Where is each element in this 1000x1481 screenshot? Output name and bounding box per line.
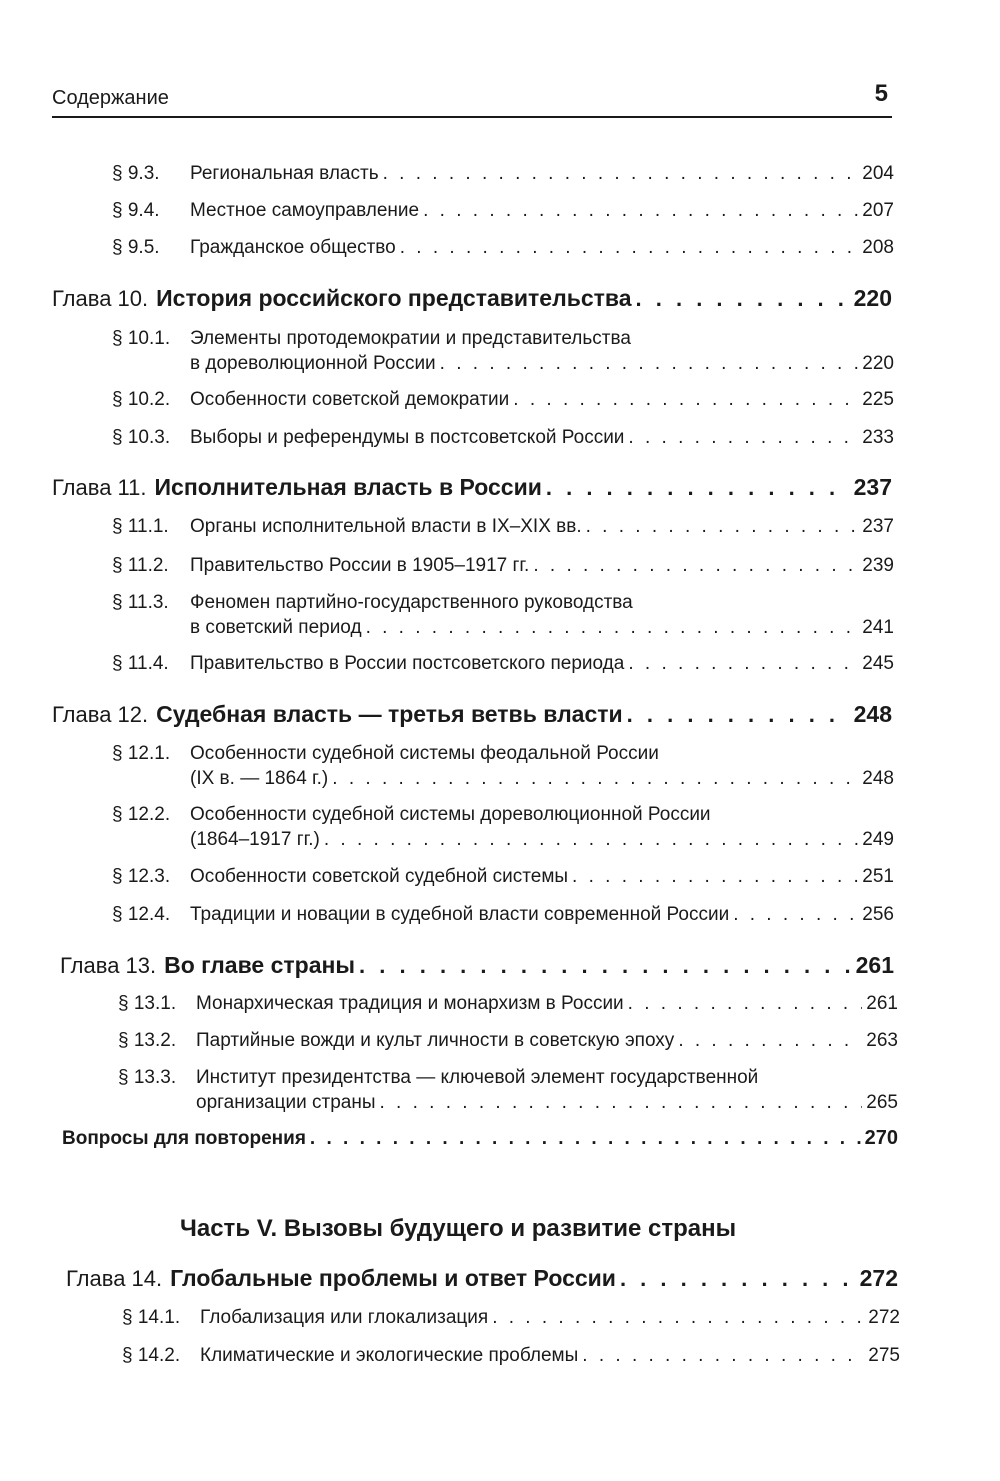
page-ref: 237 bbox=[862, 516, 894, 537]
toc-entry-11-3[interactable] bbox=[112, 593, 894, 637]
page-ref: 233 bbox=[862, 427, 894, 448]
section-title: Особенности советской демократии bbox=[190, 389, 510, 410]
dot-leader bbox=[620, 1268, 856, 1290]
section-title: Феномен партийно-государственного руководства bbox=[190, 592, 633, 613]
toc-entry-11-1[interactable] bbox=[112, 517, 894, 536]
dot-leader bbox=[572, 867, 858, 886]
section-title: Глобализация или глокализация bbox=[200, 1307, 489, 1328]
page-ref: 208 bbox=[862, 237, 894, 258]
toc-entry-12-2[interactable] bbox=[112, 805, 894, 849]
section-number: § 9.5. bbox=[112, 237, 160, 258]
dot-leader bbox=[492, 1308, 864, 1327]
chapter-title: Исполнительная власть в России bbox=[154, 474, 542, 500]
toc-entry-9-3[interactable] bbox=[112, 164, 894, 183]
page-ref: 220 bbox=[862, 353, 894, 374]
toc-entry-14-2[interactable] bbox=[122, 1346, 900, 1365]
page-ref: 272 bbox=[859, 1265, 898, 1291]
page-ref: 249 bbox=[862, 829, 894, 850]
dot-leader bbox=[733, 905, 858, 924]
part-heading[interactable]: Часть V. Вызовы будущего и развитие страны bbox=[180, 1215, 737, 1242]
toc-entry-10-3[interactable] bbox=[112, 428, 894, 447]
toc-chapter-10[interactable] bbox=[52, 287, 892, 310]
chapter-number: Глава 10. bbox=[52, 286, 149, 311]
section-title: Климатические и экологические проблемы bbox=[200, 1345, 579, 1366]
section-title-continuation: (1864–1917 гг.) bbox=[190, 829, 320, 850]
section-number: § 10.3. bbox=[112, 427, 171, 448]
page-ref: 248 bbox=[862, 768, 894, 789]
section-title: Гражданское общество bbox=[190, 237, 396, 258]
section-title: Органы исполнительной власти в IX–XIX вв. bbox=[190, 516, 582, 537]
toc-entry-10-2[interactable] bbox=[112, 390, 894, 409]
page-ref: 204 bbox=[862, 163, 894, 184]
page-ref: 270 bbox=[864, 1127, 898, 1149]
page-ref: 207 bbox=[862, 200, 894, 221]
chapter-title: Судебная власть — третья ветвь власти bbox=[156, 701, 623, 727]
page-ref: 261 bbox=[866, 993, 898, 1014]
dot-leader bbox=[383, 164, 859, 183]
toc-entry-13-2[interactable] bbox=[118, 1031, 898, 1050]
toc-entry-11-2[interactable] bbox=[112, 556, 894, 575]
section-number: § 10.2. bbox=[112, 389, 171, 410]
section-number: § 13.1. bbox=[118, 993, 177, 1014]
chapter-number: Глава 14. bbox=[66, 1266, 163, 1291]
page-ref: 261 bbox=[855, 952, 894, 978]
section-title: Правительство в России постсоветского периода bbox=[190, 653, 625, 674]
dot-leader bbox=[324, 830, 858, 849]
section-title: Особенности судебной системы дореволюционной России bbox=[190, 804, 711, 825]
running-head bbox=[52, 80, 892, 118]
toc-entry-12-3[interactable] bbox=[112, 867, 894, 886]
toc-chapter-12[interactable] bbox=[52, 703, 892, 726]
dot-leader bbox=[627, 704, 850, 726]
dot-leader bbox=[546, 477, 850, 499]
section-number: § 12.2. bbox=[112, 804, 171, 825]
toc-entry-9-5[interactable] bbox=[112, 238, 894, 257]
page-ref: 245 bbox=[862, 653, 894, 674]
section-title: Монархическая традиция и монархизм в России bbox=[196, 993, 624, 1014]
section-number: § 10.1. bbox=[112, 328, 171, 349]
page-ref: 225 bbox=[862, 389, 894, 410]
dot-leader bbox=[582, 1346, 864, 1365]
page-number: 5 bbox=[874, 80, 888, 107]
section-title: Традиции и новации в судебной власти современной России bbox=[190, 904, 730, 925]
section-number: § 14.2. bbox=[122, 1345, 181, 1366]
chapter-title: Глобальные проблемы и ответ России bbox=[170, 1265, 616, 1291]
section-title: Элементы протодемократии и представительства bbox=[190, 328, 631, 349]
section-number: § 11.2. bbox=[112, 555, 169, 576]
section-number: § 9.3. bbox=[112, 163, 160, 184]
dot-leader bbox=[533, 556, 858, 575]
dot-leader bbox=[678, 1031, 862, 1050]
section-title: Местное самоуправление bbox=[190, 200, 420, 221]
page-ref: 237 bbox=[853, 474, 892, 500]
toc-entry-13-1[interactable] bbox=[118, 994, 898, 1013]
page-ref: 220 bbox=[853, 285, 892, 311]
page-ref: 275 bbox=[868, 1345, 900, 1366]
dot-leader bbox=[440, 354, 859, 373]
page-ref: 256 bbox=[862, 904, 894, 925]
section-title: Региональная власть bbox=[190, 163, 379, 184]
page-ref: 263 bbox=[866, 1030, 898, 1051]
dot-leader bbox=[636, 288, 850, 310]
toc-chapter-11[interactable] bbox=[52, 476, 892, 499]
section-number: § 13.3. bbox=[118, 1067, 177, 1088]
section-number: § 11.3. bbox=[112, 592, 169, 613]
chapter-number: Глава 13. bbox=[60, 953, 157, 978]
section-title-continuation: организации страны bbox=[196, 1092, 376, 1113]
dot-leader bbox=[366, 618, 859, 637]
toc-chapter-13[interactable] bbox=[60, 954, 894, 977]
page-ref: 239 bbox=[862, 555, 894, 576]
toc-entry-9-4[interactable] bbox=[112, 201, 894, 220]
chapter-number: Глава 11. bbox=[52, 475, 147, 500]
section-title: Выборы и референдумы в постсоветской России bbox=[190, 427, 625, 448]
section-number: § 12.3. bbox=[112, 866, 171, 887]
section-title: Особенности судебной системы феодальной России bbox=[190, 743, 659, 764]
dot-leader bbox=[379, 1093, 862, 1112]
toc-entry-12-1[interactable] bbox=[112, 744, 894, 788]
section-title-continuation: в дореволюционной России bbox=[190, 353, 436, 374]
page-ref: 248 bbox=[853, 701, 892, 727]
toc-entry-13-3[interactable] bbox=[118, 1068, 898, 1112]
page-ref: 265 bbox=[866, 1092, 898, 1113]
section-title-continuation: в советский период bbox=[190, 617, 362, 638]
section-number: § 12.1. bbox=[112, 743, 171, 764]
dot-leader bbox=[310, 1129, 861, 1148]
dot-leader bbox=[423, 201, 858, 220]
page-ref: 241 bbox=[862, 617, 894, 638]
toc-questions[interactable] bbox=[62, 1128, 898, 1148]
dot-leader bbox=[513, 390, 858, 409]
toc-entry-11-4[interactable] bbox=[112, 654, 894, 673]
section-title: Правительство России в 1905–1917 гг. bbox=[190, 555, 530, 576]
dot-leader bbox=[628, 654, 858, 673]
section-title: Институт президентства — ключевой элемент государственной bbox=[196, 1067, 759, 1088]
page-ref: 272 bbox=[868, 1307, 900, 1328]
dot-leader bbox=[628, 428, 858, 447]
dot-leader bbox=[400, 238, 859, 257]
section-title: Особенности советской судебной системы bbox=[190, 866, 569, 887]
questions-title: Вопросы для повторения bbox=[62, 1128, 306, 1149]
section-number: § 11.4. bbox=[112, 653, 169, 674]
section-title: Партийные вожди и культ личности в советскую эпоху bbox=[196, 1030, 675, 1051]
page-ref: 251 bbox=[862, 866, 894, 887]
section-number: § 12.4. bbox=[112, 904, 171, 925]
chapter-title: История российского представительства bbox=[156, 285, 632, 311]
dot-leader bbox=[628, 994, 863, 1013]
section-number: § 11.1. bbox=[112, 516, 169, 537]
toc-chapter-14[interactable] bbox=[66, 1267, 898, 1290]
chapter-title: Во главе страны bbox=[164, 952, 356, 978]
dot-leader bbox=[332, 769, 858, 788]
dot-leader bbox=[586, 517, 859, 536]
chapter-number: Глава 12. bbox=[52, 702, 149, 727]
section-number: § 9.4. bbox=[112, 200, 160, 221]
toc-entry-10-1[interactable] bbox=[112, 329, 894, 373]
section-number: § 14.1. bbox=[122, 1307, 181, 1328]
dot-leader bbox=[359, 955, 852, 977]
toc-entry-14-1[interactable] bbox=[122, 1308, 900, 1327]
section-title-continuation: (IX в. — 1864 г.) bbox=[190, 768, 329, 789]
running-title: Содержание bbox=[52, 87, 169, 109]
toc-entry-12-4[interactable] bbox=[112, 905, 894, 924]
section-number: § 13.2. bbox=[118, 1030, 177, 1051]
